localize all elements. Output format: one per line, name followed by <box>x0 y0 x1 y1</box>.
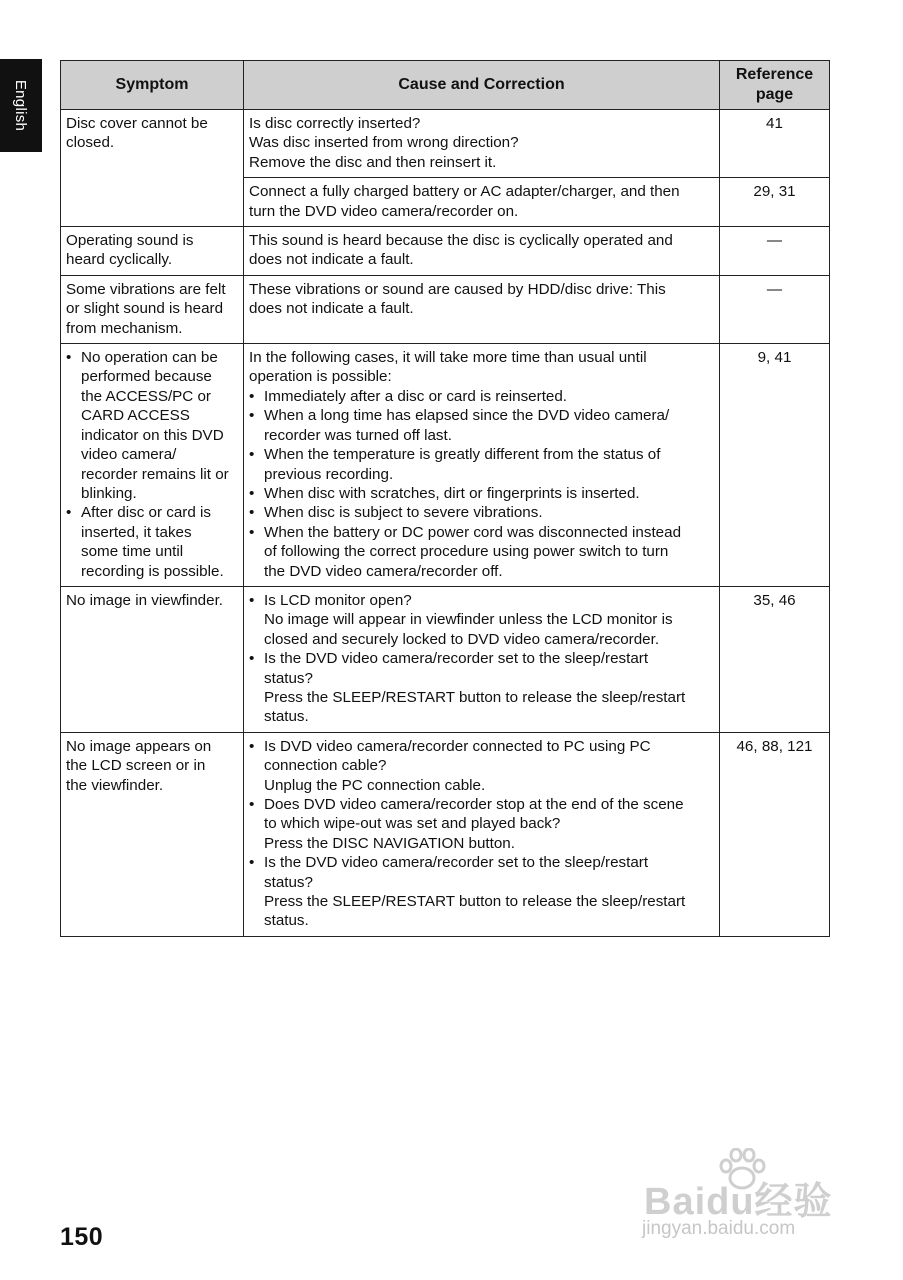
reference-cell: — <box>720 275 830 343</box>
symptom-line: CARD ACCESS <box>81 407 190 425</box>
header-cause: Cause and Correction <box>244 61 720 110</box>
cause-line: This sound is heard because the disc is cyclically operated and <box>249 232 673 250</box>
list-item <box>249 406 714 445</box>
cause-line: Is disc correctly inserted? <box>249 115 421 132</box>
table-row <box>61 110 830 178</box>
table-row <box>61 732 830 936</box>
symptom-line: • No operation can be <box>81 349 218 367</box>
page-number: 150 <box>60 1223 104 1251</box>
cause-bullet-list <box>249 387 714 581</box>
watermark-logo: Baidu经验 <box>644 1181 833 1223</box>
symptom-line: some time until <box>81 543 184 561</box>
reference-cell: 9, 41 <box>720 344 830 587</box>
symptom-cell <box>61 275 244 343</box>
cause-line: turn the DVD video camera/recorder on. <box>249 202 519 220</box>
cause-bullet-list <box>249 737 714 931</box>
cause-line: does not indicate a fault. <box>249 300 414 318</box>
cause-line: Was disc inserted from wrong direction? <box>249 134 519 152</box>
cause-line: the DVD video camera/recorder off. <box>264 562 503 580</box>
header-symptom: Symptom <box>61 61 244 110</box>
cause-cell <box>244 275 720 343</box>
cause-line: • When a long time has elapsed since the DVD video camera/ <box>264 407 670 425</box>
cause-line: • When disc with scratches, dirt or fingerprints is inserted. <box>264 484 640 502</box>
cause-line: recorder was turned off last. <box>264 426 452 444</box>
table-row <box>61 275 830 343</box>
cause-cell <box>244 110 720 178</box>
table-header-row <box>61 61 830 110</box>
cause-line: Press the SLEEP/RESTART button to release the sleep/restart <box>264 893 686 911</box>
list-item <box>249 523 714 581</box>
cause-line: status. <box>264 912 309 930</box>
reference-cell: 29, 31 <box>720 178 830 227</box>
table-row <box>61 586 830 732</box>
cause-line: connection cable? <box>264 757 387 775</box>
language-tab <box>0 59 42 152</box>
cause-line: status? <box>264 873 313 891</box>
reference-cell: 41 <box>720 110 830 178</box>
list-item <box>249 503 714 522</box>
list-item <box>66 503 238 581</box>
cause-line: status? <box>264 669 313 687</box>
reference-cell: — <box>720 227 830 276</box>
symptom-line: Disc cover cannot be <box>66 115 208 132</box>
symptom-line: Operating sound is <box>66 232 194 250</box>
list-item <box>249 853 714 931</box>
cause-line: Remove the disc and then reinsert it. <box>249 153 497 171</box>
symptom-line: the LCD screen or in <box>66 757 206 775</box>
symptom-line: inserted, it takes <box>81 523 192 541</box>
symptom-cell <box>61 586 244 732</box>
symptom-line: closed. <box>66 134 115 152</box>
cause-cell <box>244 586 720 732</box>
symptom-line: recorder remains lit or <box>81 465 229 483</box>
cause-line: • When the battery or DC power cord was disconnected instead <box>264 523 682 541</box>
cause-line: • Is DVD video camera/recorder connected to PC using PC <box>264 737 651 755</box>
header-reference-line2: page <box>755 86 794 103</box>
table-row <box>61 344 830 587</box>
cause-line: to which wipe-out was set and played back? <box>264 815 561 833</box>
symptom-bullet-list <box>66 348 238 581</box>
cause-bullet-list <box>249 591 714 727</box>
cause-cell <box>244 732 720 936</box>
reference-cell: 35, 46 <box>720 586 830 732</box>
symptom-line: indicator on this DVD <box>81 426 224 444</box>
cause-line: • Does DVD video camera/recorder stop at the end of the scene <box>264 796 684 813</box>
cause-line: operation is possible: <box>249 368 392 386</box>
cause-line: of following the correct procedure using power switch to turn <box>264 543 669 561</box>
header-reference-line1: Reference <box>735 66 814 83</box>
cause-cell <box>244 227 720 276</box>
cause-line: previous recording. <box>264 465 394 483</box>
symptom-line: recording is possible. <box>81 562 224 580</box>
symptom-line: Some vibrations are felt <box>66 280 226 298</box>
cause-line: • Immediately after a disc or card is reinserted. <box>264 387 568 405</box>
table-row <box>61 227 830 276</box>
list-item <box>249 484 714 503</box>
symptom-cell <box>61 110 244 227</box>
cause-line: • Is the DVD video camera/recorder set to the sleep/restart <box>264 650 649 668</box>
cause-line: • Is the DVD video camera/recorder set to the sleep/restart <box>264 854 649 872</box>
symptom-line: video camera/ <box>81 446 177 464</box>
symptom-line: the ACCESS/PC or <box>81 387 211 405</box>
cause-line: These vibrations or sound are caused by HDD/disc drive: This <box>249 280 666 298</box>
list-item <box>249 387 714 406</box>
symptom-cell <box>61 344 244 587</box>
cause-line: • Is LCD monitor open? <box>264 591 412 609</box>
cause-line: In the following cases, it will take more time than usual until <box>249 349 647 367</box>
list-item <box>249 795 714 853</box>
language-tab-label: English <box>12 79 30 132</box>
symptom-line: No image appears on <box>66 737 212 755</box>
cause-line: closed and securely locked to DVD video camera/recorder. <box>264 630 660 648</box>
cause-line: Press the SLEEP/RESTART button to release the sleep/restart <box>264 688 686 706</box>
list-item <box>249 737 714 795</box>
cause-cell <box>244 178 720 227</box>
list-item <box>249 445 714 484</box>
watermark-url: jingyan.baidu.com <box>642 1218 796 1239</box>
symptom-line: from mechanism. <box>66 319 183 337</box>
cause-line: • When disc is subject to severe vibrations. <box>264 504 543 522</box>
symptom-cell <box>61 227 244 276</box>
symptom-line: blinking. <box>81 484 137 502</box>
header-reference <box>720 61 830 110</box>
cause-cell <box>244 344 720 587</box>
cause-line: Unplug the PC connection cable. <box>264 776 486 794</box>
list-item <box>249 591 714 649</box>
symptom-line: the viewfinder. <box>66 776 164 794</box>
cause-line: status. <box>264 708 309 726</box>
symptom-line: No image in viewfinder. <box>66 591 224 609</box>
cause-line: Press the DISC NAVIGATION button. <box>264 834 515 852</box>
list-item <box>249 649 714 727</box>
reference-cell: 46, 88, 121 <box>720 732 830 936</box>
cause-line: • When the temperature is greatly different from the status of <box>264 446 661 464</box>
cause-line: Connect a fully charged battery or AC adapter/charger, and then <box>249 183 680 201</box>
watermark <box>640 1148 852 1248</box>
symptom-line: • After disc or card is <box>81 504 211 522</box>
list-item <box>66 348 238 503</box>
symptom-line: or slight sound is heard <box>66 300 224 318</box>
cause-line: does not indicate a fault. <box>249 251 414 269</box>
troubleshooting-table <box>60 60 830 937</box>
symptom-line: heard cyclically. <box>66 251 173 269</box>
symptom-cell <box>61 732 244 936</box>
cause-line: No image will appear in viewfinder unless the LCD monitor is <box>264 611 673 629</box>
symptom-line: performed because <box>81 368 212 386</box>
